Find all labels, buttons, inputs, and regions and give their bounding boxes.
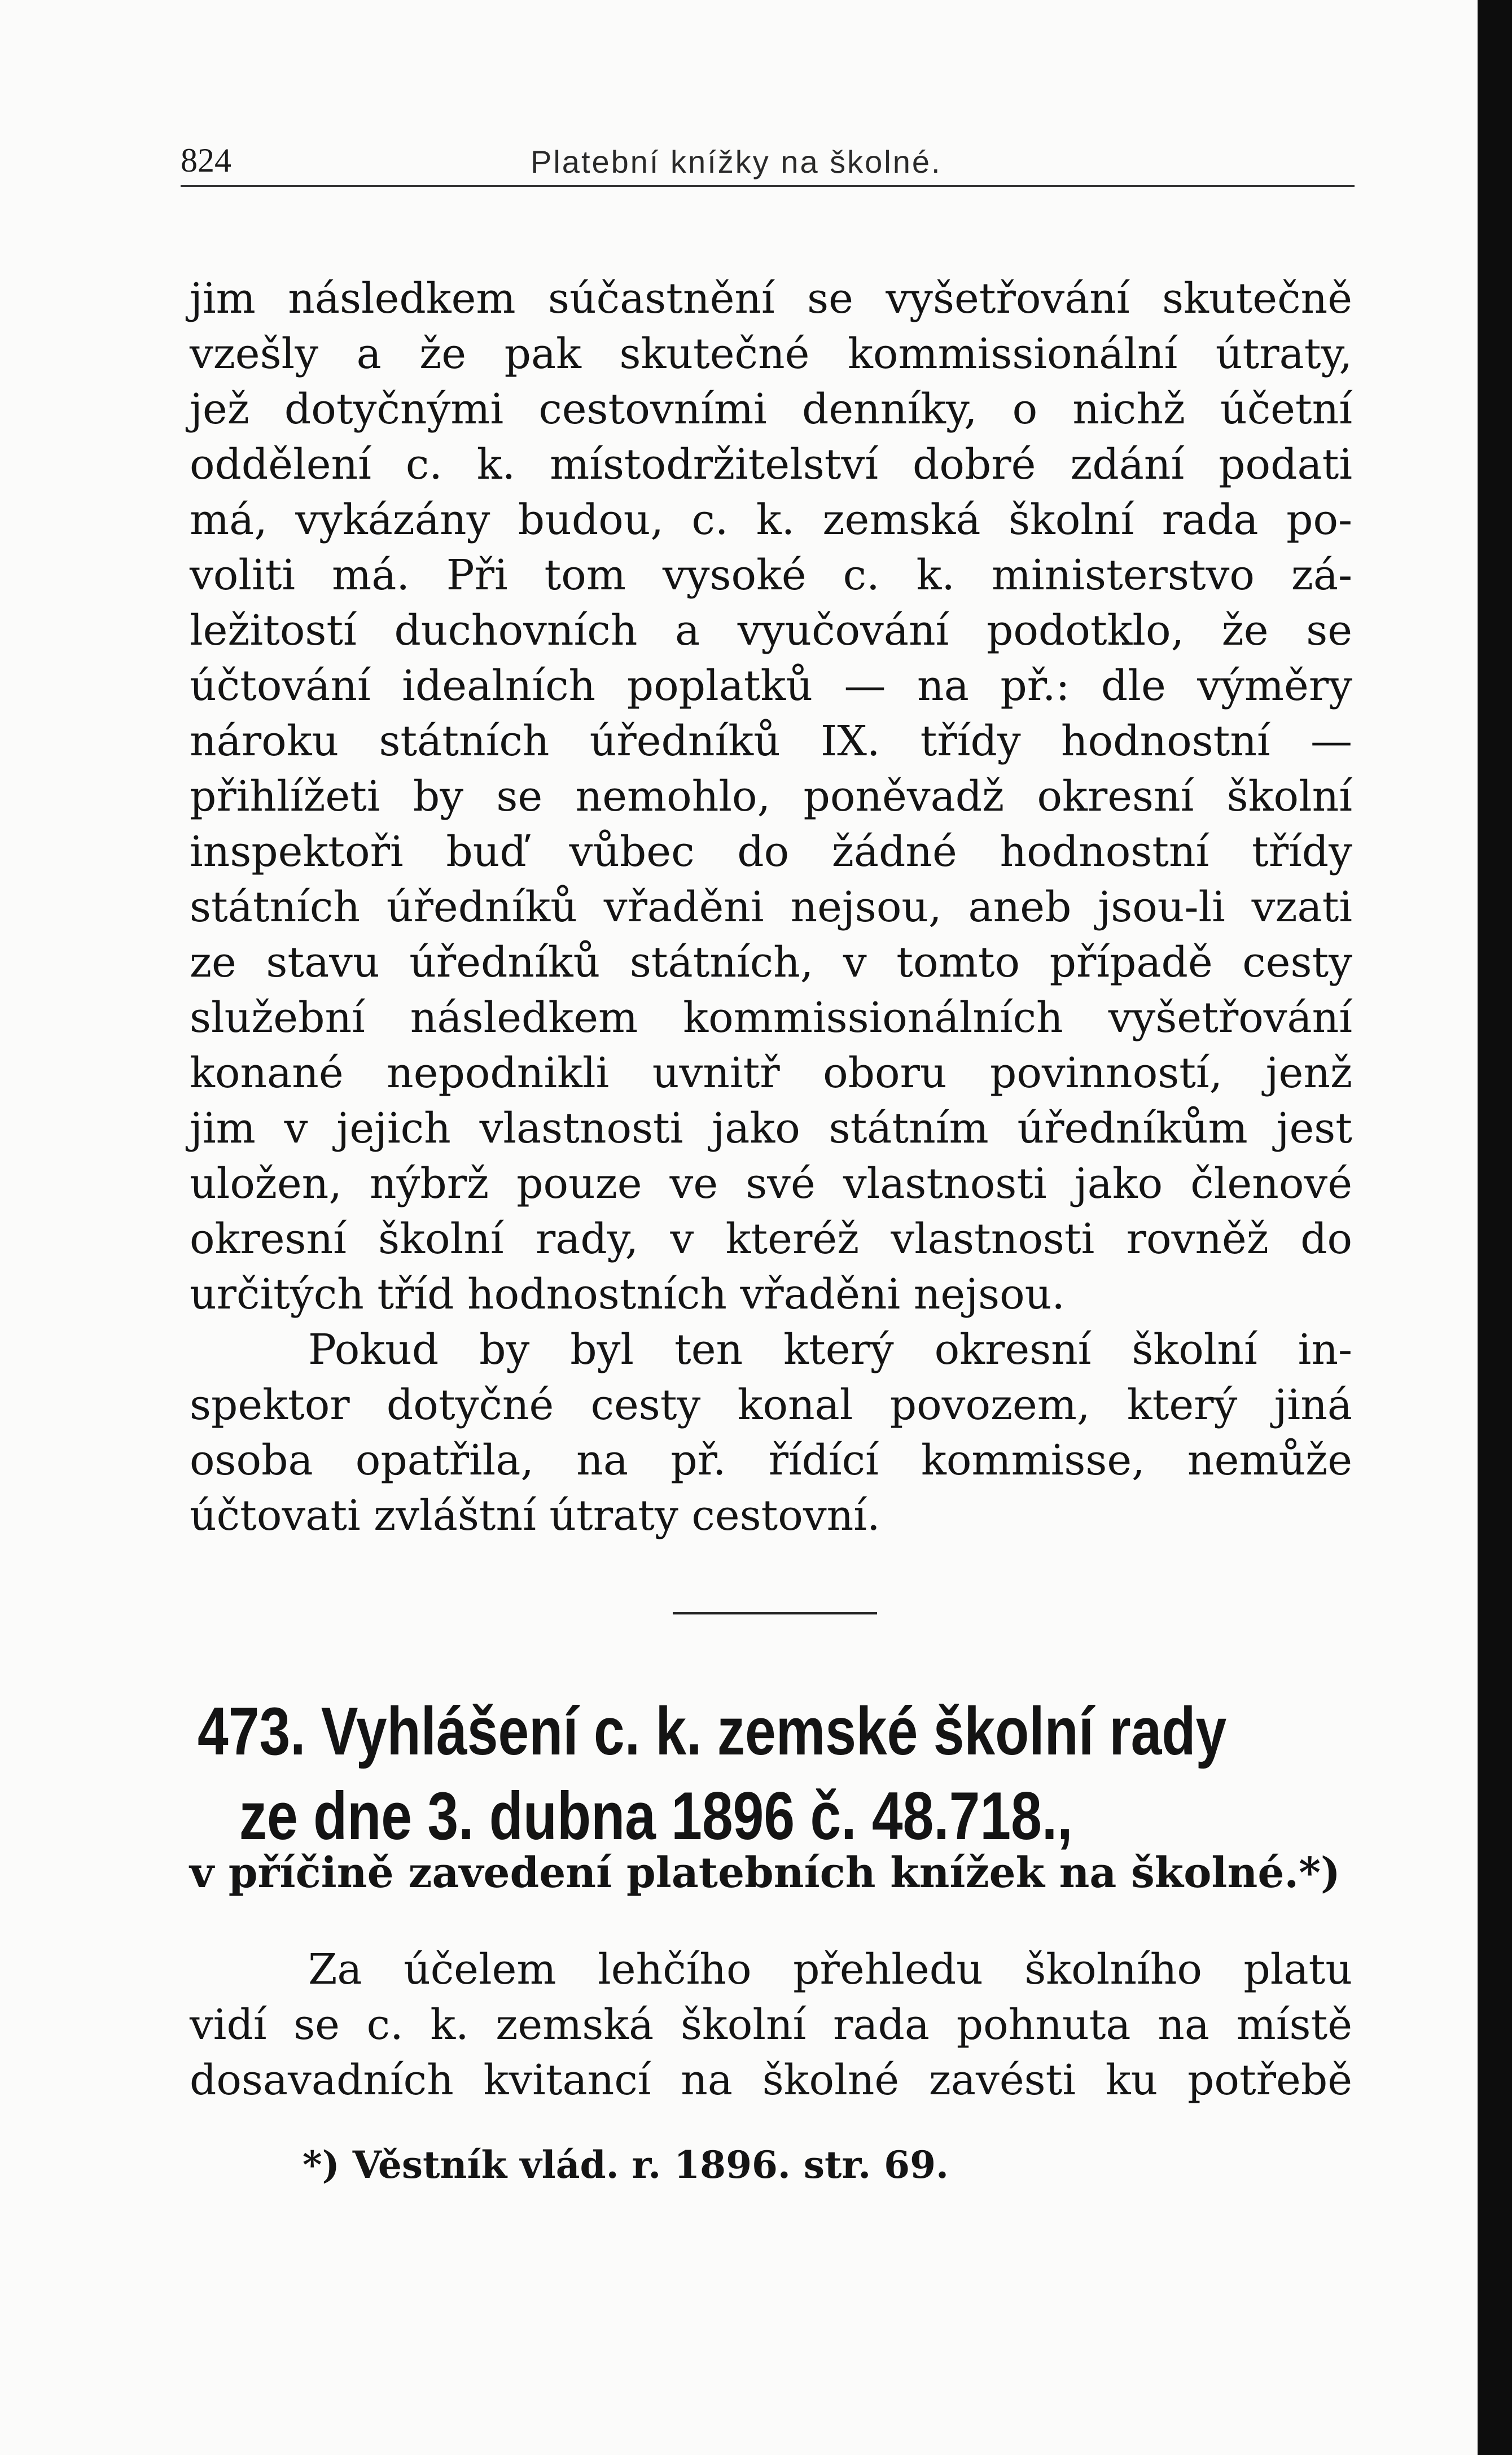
text-line: ze stavu úředníků státních, v tomto případě cesty xyxy=(190,938,1352,987)
footnote: *) Věstník vlád. r. 1896. str. 69. xyxy=(303,2143,949,2187)
body-text xyxy=(190,271,1352,1543)
text-line: Pokud by byl ten který okresní školní in- xyxy=(308,1325,1352,1374)
section-subheading: v příčině zavedení platebních knížek na školné.*) xyxy=(190,1849,1340,1897)
text-line: inspektoři buď vůbec do žádné hodnostní třídy xyxy=(190,828,1352,876)
text-line: má, vykázány budou, c. k. zemská školní rada po- xyxy=(190,496,1352,544)
text-line: konané nepodnikli uvnitř oboru povinností, jenž xyxy=(190,1049,1352,1097)
running-head: Platební knížky na školné. xyxy=(531,144,942,180)
text-line: účtování idealních poplatků — na př.: dle výměry xyxy=(190,662,1352,710)
text-line: vidí se c. k. zemská školní rada pohnuta na místě xyxy=(190,2001,1352,2049)
text-line: nároku státních úředníků IX. třídy hodnostní — xyxy=(190,717,1352,765)
heading-line: ze dne 3. dubna 1896 č. 48.718., xyxy=(239,1778,1073,1854)
heading-line: 473. Vyhlášení c. k. zemské školní rady xyxy=(198,1693,1227,1769)
text-line: okresní školní rady, v kteréž vlastnosti rovněž do xyxy=(190,1215,1352,1263)
text-line: státních úředníků vřaděni nejsou, aneb jsou-li vzati xyxy=(190,883,1352,931)
section-body-text xyxy=(190,1942,1352,2108)
text-line: přihlížeti by se nemohlo, poněvadž okresní školní xyxy=(190,772,1352,821)
text-line: osoba opatřila, na př. řídící kommisse, nemůže xyxy=(190,1436,1352,1485)
text-line: účtovati zvláštní útraty cestovní. xyxy=(190,1491,880,1540)
text-line: jež dotyčnými cestovními denníky, o nichž účetní xyxy=(190,385,1352,434)
text-line: jim v jejich vlastnosti jako státním úředníkům jest xyxy=(190,1104,1352,1153)
text-line: jim následkem súčastnění se vyšetřování skutečně xyxy=(190,274,1352,323)
section-separator xyxy=(673,1612,877,1614)
section-heading xyxy=(198,1689,1227,1858)
text-line: dosavadních kvitancí na školné zavésti ku potřebě xyxy=(190,2056,1352,2104)
text-line: Za účelem lehčího přehledu školního platu xyxy=(308,1945,1352,1994)
text-line: spektor dotyčné cesty konal povozem, který jiná xyxy=(190,1381,1352,1429)
text-line: oddělení c. k. místodržitelství dobré zdání podati xyxy=(190,440,1352,489)
text-line: uložen, nýbrž pouze ve své vlastnosti jako členové xyxy=(190,1159,1352,1208)
page-edge-shadow xyxy=(1478,0,1512,2455)
page-header xyxy=(181,141,1355,192)
page-number: 824 xyxy=(181,142,231,179)
text-line: ležitostí duchovních a vyučování podotklo, že se xyxy=(190,606,1352,655)
text-line: voliti má. Při tom vysoké c. k. ministerstvo zá- xyxy=(190,551,1352,599)
text-line: vzešly a že pak skutečné kommissionální útraty, xyxy=(190,330,1352,378)
text-line: určitých tříd hodnostních vřaděni nejsou. xyxy=(190,1270,1065,1319)
text-line: služební následkem kommissionálních vyšetřování xyxy=(190,994,1352,1042)
header-rule xyxy=(181,185,1355,187)
